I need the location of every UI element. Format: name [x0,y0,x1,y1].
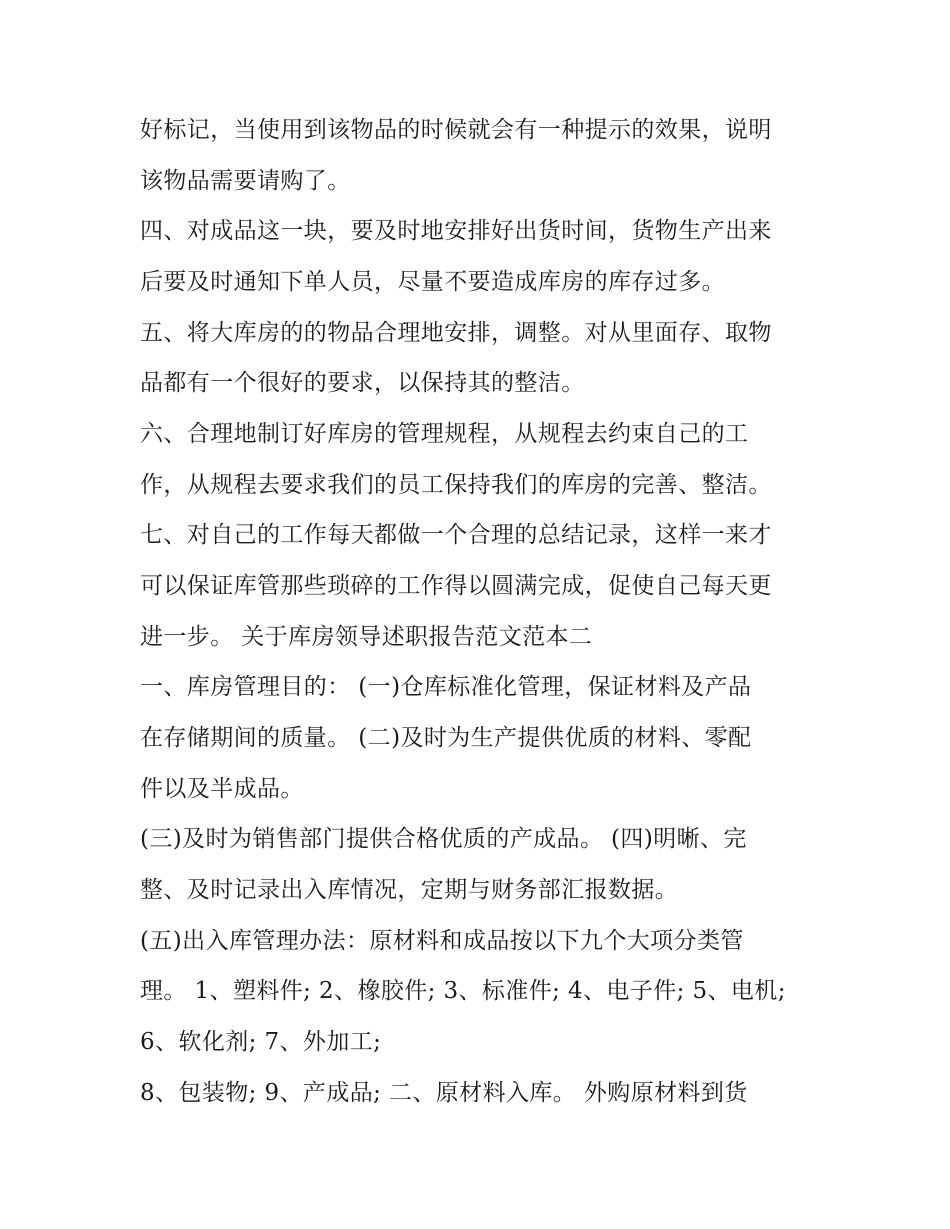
text-line: 五、将大库房的的物品合理地安排，调整。对从里面存、取物 [140,320,772,346]
text-line: 好标记，当使用到该物品的时候就会有一种提示的效果，说明 [140,117,772,143]
text-line: (五)出入库管理办法：原材料和成品按以下九个大项分类管 [140,928,744,954]
text-line: 理。 1、塑料件; 2、橡胶件; 3、标准件; 4、电子件; 5、电机; [140,978,786,1004]
text-line: 一、库房管理目的： (一)仓库标准化管理，保证材料及产品 [140,674,752,700]
text-line: (三)及时为销售部门提供合格优质的产成品。 (四)明晰、完 [140,826,747,852]
text-line: 在存储期间的质量。 (二)及时为生产提供优质的材料、零配 [140,725,752,751]
text-line: 6、软化剂; 7、外加工; [140,1029,382,1055]
text-line: 该物品需要请购了。 [140,168,351,194]
text-line: 件以及半成品。 [140,776,304,802]
text-line: 六、合理地制订好库房的管理规程，从规程去约束自己的工 [140,421,749,447]
text-line: 品都有一个很好的要求，以保持其的整洁。 [140,370,585,396]
text-line: 七、对自己的工作每天都做一个合理的总结记录，这样一来才 [140,522,772,548]
text-line: 后要及时通知下单人员，尽量不要造成库房的库存过多。 [140,269,725,295]
text-line: 8、包装物; 9、产成品; 二、原材料入库。 外购原材料到货 [140,1080,748,1106]
text-line: 四、对成品这一块，要及时地安排好出货时间，货物生产出来 [140,218,772,244]
text-line: 整、及时记录出入库情况，定期与财务部汇报数据。 [140,877,679,903]
text-line: 进一步。 关于库房领导述职报告范文范本二 [140,624,593,650]
text-line: 作，从规程去要求我们的员工保持我们的库房的完善、整洁。 [140,472,772,498]
text-line: 可以保证库管那些琐碎的工作得以圆满完成，促使自己每天更 [140,573,772,599]
